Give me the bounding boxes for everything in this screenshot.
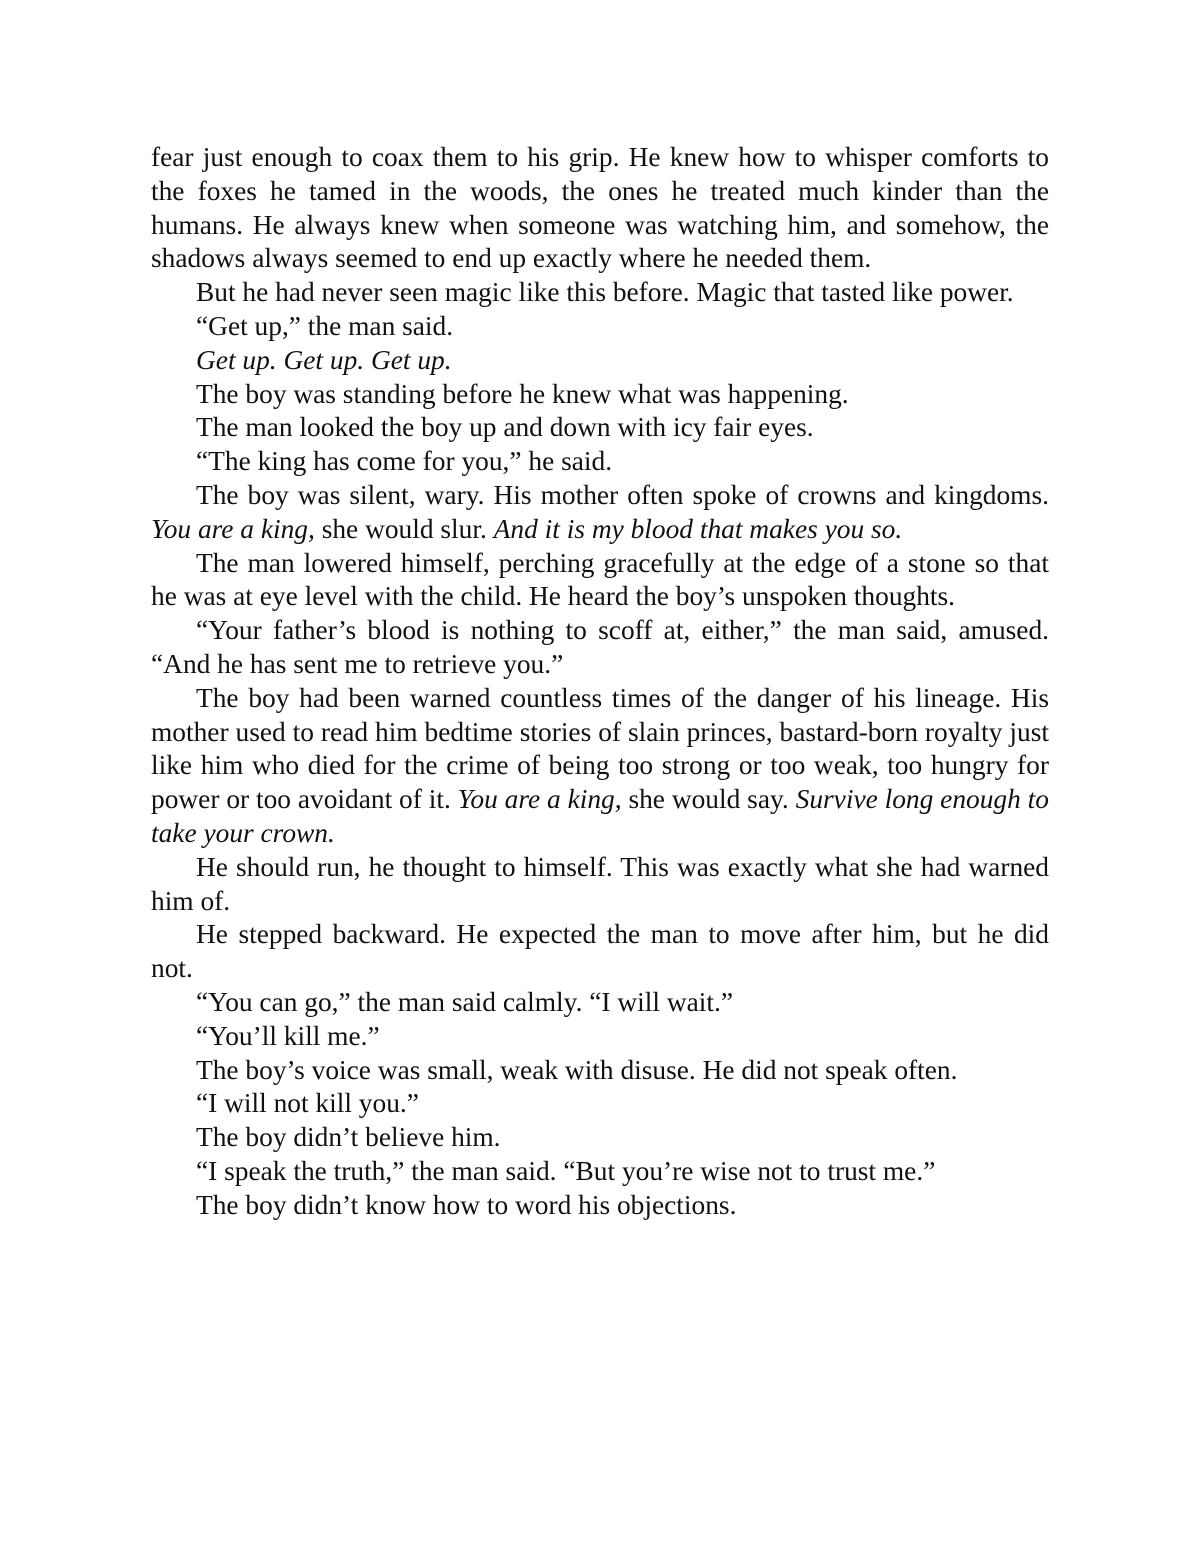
paragraph [151,276,1049,310]
italic-text-run: And it is my blood that makes you so. [493,513,903,544]
text-run: The boy had been warned countless times of the danger of his lineage. His mother used to read him bedtime stories of slain princes, bastard-born royalty just like him who died for the crime of being too strong or too weak, too hungry for power or too avoidant of it. [151,682,1049,815]
paragraph [151,986,1049,1020]
text-run: she would slur. [314,513,494,544]
text-run: “Your father’s blood is nothing to scoff at, either,” the man said, amused. “And he has sent me to retrieve you.” [151,615,1049,679]
text-run: But he had never seen magic like this before. Magic that tasted like power. [196,277,1014,308]
text-run: “I will not kill you.” [196,1088,419,1119]
italic-text-run: Survive long enough to take your crown. [151,784,1049,848]
page-body [151,141,1049,1223]
text-run: The boy didn’t know how to word his objections. [196,1189,737,1220]
text-run: “The king has come for you,” he said. [196,446,613,477]
paragraph [151,344,1049,378]
paragraph [151,310,1049,344]
text-run: she would say. [621,784,796,815]
paragraph [151,918,1049,986]
paragraph [151,1121,1049,1155]
paragraph [151,479,1049,547]
text-run: “You can go,” the man said calmly. “I will wait.” [196,986,734,1017]
paragraph [151,851,1049,919]
paragraph [151,1189,1049,1223]
paragraph [151,1020,1049,1054]
text-run: “I speak the truth,” the man said. “But you’re wise not to trust me.” [196,1155,936,1186]
text-run: The boy didn’t believe him. [196,1122,501,1153]
text-run: The boy was standing before he knew what was happening. [196,378,849,409]
italic-text-run: Get up. Get up. Get up. [196,344,452,375]
text-run: The man looked the boy up and down with icy fair eyes. [196,412,814,443]
paragraph [151,445,1049,479]
paragraph [151,1054,1049,1088]
paragraph [151,1087,1049,1121]
text-run: “You’ll kill me.” [196,1020,380,1051]
text-run: fear just enough to coax them to his grip. He knew how to whisper comforts to the foxes he tamed in the woods, the ones he treated much kinder than the humans. He always knew when someone was watching him, and somehow, the shadows always seemed to end up exactly where he needed them. [151,142,1049,274]
text-run: The boy was silent, wary. His mother often spoke of crowns and kingdoms. [196,479,1049,510]
text-run: The man lowered himself, perching gracefully at the edge of a stone so that he was at eye level with the child. He heard the boy’s unspoken thoughts. [151,547,1049,612]
paragraph [151,614,1049,682]
text-run: He should run, he thought to himself. This was exactly what she had warned him of. [151,851,1049,916]
text-run: He stepped backward. He expected the man to move after him, but he did not. [151,919,1049,984]
italic-text-run: You are a king, [457,784,622,815]
text-run: “Get up,” the man said. [196,310,454,341]
paragraph [151,1155,1049,1189]
paragraph [151,682,1049,851]
paragraph [151,378,1049,412]
paragraph [151,547,1049,615]
italic-text-run: You are a king, [151,513,315,544]
paragraph [151,411,1049,445]
paragraph [151,141,1049,276]
text-run: The boy’s voice was small, weak with disuse. He did not speak often. [196,1054,958,1085]
